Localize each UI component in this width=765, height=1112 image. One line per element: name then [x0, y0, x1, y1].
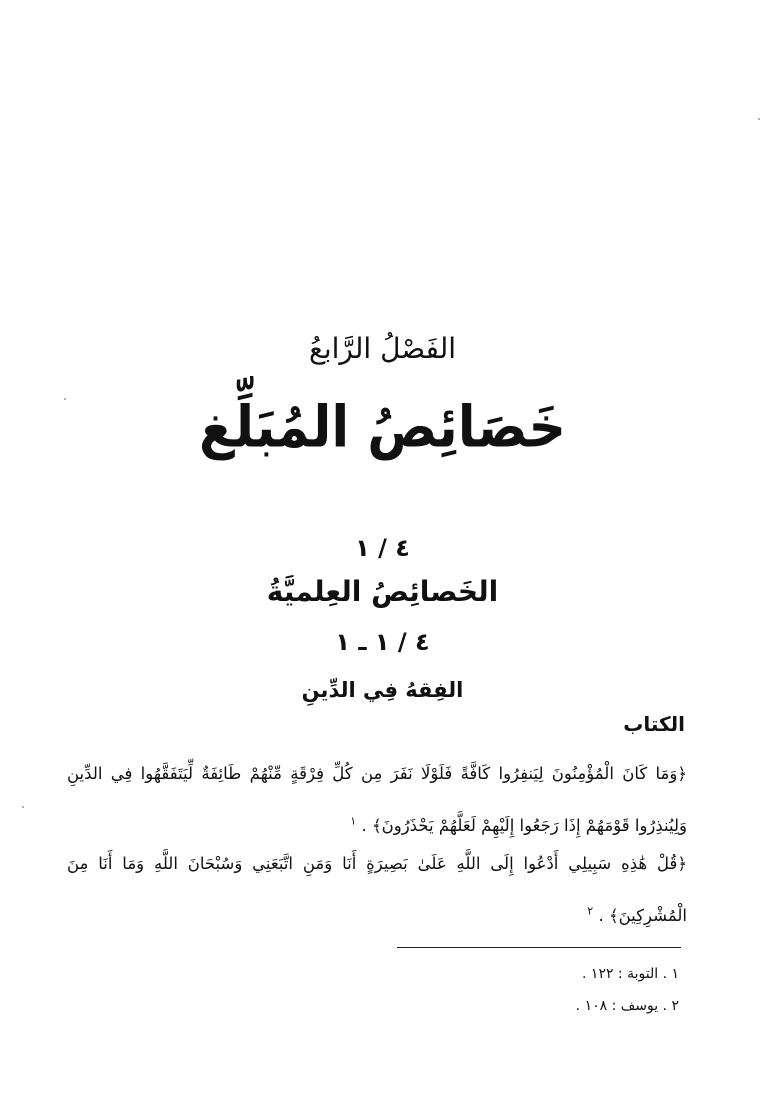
verse-text: ﴿قُلْ هَٰذِهِ سَبِيلِي أَدْعُوا إِلَى اللَّهِ عَلَىٰ بَصِيرَةٍ أَنَا وَمَنِ اتَّبَعَنِي وَسُبْحَانَ اللَّهِ وَمَا أَنَا مِنَ الْمُشْرِكِينَ﴾ .	[67, 854, 687, 925]
verse-paragraph	[67, 748, 687, 852]
footnote-divider	[397, 947, 681, 948]
footnote: ٢ . يوسف : ١٠٨ .	[575, 998, 679, 1014]
verse-text: ﴿وَمَا كَانَ الْمُؤْمِنُونَ لِيَنفِرُوا كَافَّةً فَلَوْلَا نَفَرَ مِن كُلِّ فِرْقَةٍ مِّنْهُمْ طَائِفَةٌ لِّيَتَفَقَّهُوا فِي الدِّينِ وَلِيُنذِرُوا قَوْمَهُمْ إِذَا رَجَعُوا إِلَيْهِمْ لَعَلَّهُمْ يَحْذَرُونَ﴾ .	[67, 764, 687, 835]
verse-paragraph	[67, 838, 687, 942]
footnote-ref: ١	[350, 814, 357, 828]
chapter-title: خَصَائِصُ المُبَلِّغ	[199, 395, 566, 461]
section-title: الخَصائِصُ العِلميَّةُ	[266, 575, 499, 608]
footnote-ref: ٢	[587, 904, 594, 918]
subsection-title: الفِقهُ فِي الدِّينِ	[301, 678, 464, 702]
subsection-number: ٤ / ١ ـ ١	[335, 628, 430, 656]
source-label: الكتاب	[623, 712, 685, 736]
scan-speck	[64, 398, 66, 400]
scan-speck	[758, 118, 760, 120]
footnote: ١ . التوبة : ١٢٢ .	[582, 966, 679, 982]
scan-speck	[22, 806, 24, 808]
chapter-label: الفَصْلُ الرَّابعُ	[308, 332, 457, 365]
section-number: ٤ / ١	[355, 534, 410, 562]
